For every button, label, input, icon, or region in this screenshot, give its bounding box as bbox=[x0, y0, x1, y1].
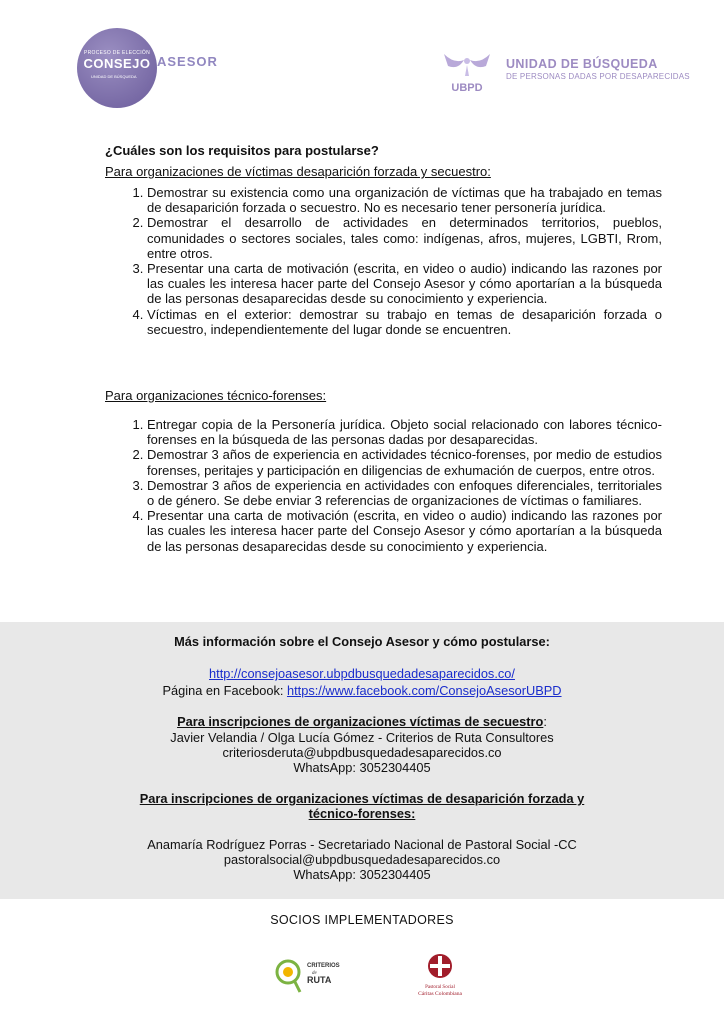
secuestro-heading-line bbox=[0, 714, 724, 730]
secuestro-email: criteriosderuta@ubpdbusquedadesaparecidos.co bbox=[222, 745, 502, 760]
logo-kicker: PROCESO DE ELECCIÓN bbox=[84, 50, 150, 56]
victims-requirements-list bbox=[105, 185, 662, 337]
secuestro-whatsapp: WhatsApp: 3052304405 bbox=[293, 760, 431, 775]
list-item: 1. Demostrar su existencia como una organización de víctimas que ha trabajado en temas de desaparición forzada o secuestro. No es necesario tener personería jurídica. bbox=[147, 185, 662, 215]
forensic-requirements-list bbox=[105, 417, 662, 554]
logo-word-asesor: ASESOR bbox=[157, 54, 218, 69]
forzada-email: pastoralsocial@ubpdbusquedadesaparecidos.co bbox=[223, 852, 501, 867]
criterios-de-ruta-logo bbox=[274, 952, 354, 998]
list-item: 2. Demostrar 3 años de experiencia en actividades técnico-forenses, por medio de estudios forenses, peritajes y participación en diligencias de exhumación de cuerpos, entre otros. bbox=[147, 447, 662, 477]
ubpd-title: UNIDAD DE BÚSQUEDA bbox=[506, 57, 658, 71]
logo-word-consejo: CONSEJO bbox=[83, 56, 151, 71]
site-link-line bbox=[0, 666, 724, 682]
forzada-heading-line2: técnico-forenses: bbox=[308, 806, 416, 821]
forzada-whatsapp: WhatsApp: 3052304405 bbox=[293, 867, 431, 882]
list-item: 3. Demostrar 3 años de experiencia en actividades con enfoques diferenciales, territoriales o de género. Se debe enviar 3 referencias de organizaciones de víctimas o familiares. bbox=[147, 478, 662, 508]
facebook-line bbox=[0, 683, 724, 699]
section-victims-heading: Para organizaciones de víctimas desaparición forzada y secuestro: bbox=[105, 164, 491, 179]
criterios-word: CRITERIOS bbox=[307, 963, 340, 969]
more-info-title: Más información sobre el Consejo Asesor y cómo postularse: bbox=[174, 634, 550, 649]
partners-heading: SOCIOS IMPLEMENTADORES bbox=[270, 913, 454, 927]
requirements-question: ¿Cuáles son los requisitos para postularse? bbox=[105, 143, 379, 158]
facebook-link[interactable]: https://www.facebook.com/ConsejoAsesorUBPD bbox=[286, 683, 562, 698]
list-item: 1. Entregar copia de la Personería jurídica. Objeto social relacionado con labores técnico-forenses en la búsqueda de las personas dadas por desaparecidas. bbox=[147, 417, 662, 447]
secuestro-heading-colon: : bbox=[543, 714, 547, 729]
more-info-box bbox=[0, 622, 724, 899]
facebook-label: Página en Facebook: bbox=[162, 683, 287, 698]
section-forensic-heading: Para organizaciones técnico-forenses: bbox=[105, 388, 327, 403]
ubpd-acronym: UBPD bbox=[451, 82, 483, 94]
ubpd-subtitle: DE PERSONAS DADAS POR DESAPARECIDAS bbox=[506, 72, 690, 81]
consejo-asesor-logo bbox=[77, 28, 157, 108]
logo-tiny-text: UNIDAD DE BÚSQUEDA bbox=[91, 74, 137, 79]
caritas-colombiana-logo bbox=[400, 950, 480, 1000]
ubpd-logo-mark bbox=[438, 50, 496, 94]
criterios-de-word: de bbox=[312, 971, 317, 976]
forzada-heading-line1: Para inscripciones de organizaciones víctimas de desaparición forzada y bbox=[139, 791, 585, 806]
caritas-line2: Cáritas Colombiana bbox=[418, 991, 462, 997]
list-item: 4. Presentar una carta de motivación (escrita, en video o audio) indicando las razones por las cuales les interesa hacer parte del Consejo Asesor y cómo aportarían a la búsqueda de las personas desaparecidas desde su conocimiento y experiencia. bbox=[147, 508, 662, 554]
consejo-site-link[interactable]: http://consejoasesor.ubpdbusquedadesaparecidos.co/ bbox=[209, 666, 515, 681]
secuestro-heading: Para inscripciones de organizaciones víctimas de secuestro bbox=[177, 714, 544, 729]
ruta-word: RUTA bbox=[307, 975, 332, 985]
forzada-contact: Anamaría Rodríguez Porras - Secretariado Nacional de Pastoral Social -CC bbox=[147, 837, 577, 852]
secuestro-contact: Javier Velandia / Olga Lucía Gómez - Criterios de Ruta Consultores bbox=[170, 730, 554, 745]
list-item: 3. Presentar una carta de motivación (escrita, en video o audio) indicando las razones por las cuales les interesa hacer parte del Consejo Asesor y cómo aportarían a la búsqueda de las personas desaparecidas desde su conocimiento y experiencia. bbox=[147, 261, 662, 307]
caritas-line1: Pastoral Social bbox=[425, 985, 455, 990]
list-item: 2. Demostrar el desarrollo de actividades en determinados territorios, pueblos, comunidades o sectores sociales, tales como: indígenas, afros, mujeres, LGBTI, Rrom, entre otros. bbox=[147, 215, 662, 261]
list-item: 4. Víctimas en el exterior: demostrar su trabajo en temas de desaparición forzada o secuestro, independientemente del lugar donde se encuentren. bbox=[147, 307, 662, 337]
